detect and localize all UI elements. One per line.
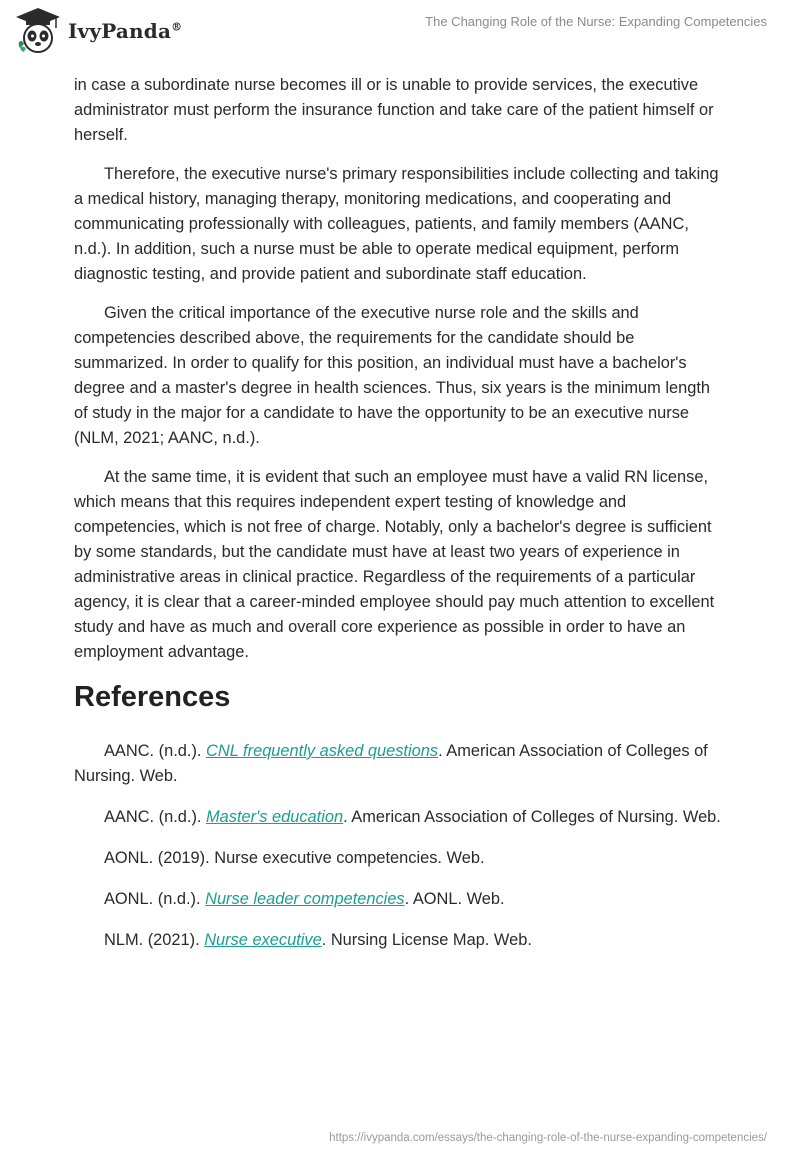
page-header (0, 0, 800, 66)
references-heading: References (74, 681, 231, 713)
reference-link[interactable]: Master's education (206, 808, 344, 826)
reference-item: AANC. (n.d.). Master's education. American Association of Colleges of Nursing. Web. (104, 808, 721, 826)
paragraph: Therefore, the executive nurse's primary responsibilities include collecting and taking a medical history, managing therapy, monitoring medications, and cooperating and communicating professionally with colleagues, patients, and family members (AANC, n.d.). In addition, such a nurse must be able to operate medical equipment, perform diagnostic testing, and provide patient and subordinate staff education. (74, 165, 719, 283)
reference-link[interactable]: Nurse leader competencies (205, 890, 405, 908)
ivypanda-logo[interactable] (14, 6, 182, 56)
reference-link[interactable]: Nurse executive (204, 931, 322, 949)
paragraph: Given the critical importance of the executive nurse role and the skills and competencies described above, the requirements for the candidate should be summarized. In order to qualify for this position, an individual must have a bachelor's degree and a master's degree in health sciences. Thus, six years is the minimum length of study in the major for a candidate to have the opportunity to be an executive nurse (NLM, 2021; AANC, n.d.). (74, 304, 711, 447)
document-title: The Changing Role of the Nurse: Expanding Competencies (425, 14, 767, 29)
reference-item: AONL. (2019). Nurse executive competencies. Web. (104, 849, 485, 867)
brand-name: IvyPanda® (68, 19, 183, 43)
source-url[interactable]: https://ivypanda.com/essays/the-changing-role-of-the-nurse-expanding-competencies/ (329, 1132, 767, 1144)
paragraph: At the same time, it is evident that such an employee must have a valid RN license, which means that this requires independent expert testing of knowledge and competencies, which is not free of charge. Notably, only a bachelor's degree is sufficient by some standards, but the candidate must have at least two years of experience in administrative areas in clinical practice. Regardless of the requirements of a particular agency, it is clear that a career-minded employee should pay much attention to excellent study and have as much and overall core experience as possible in order to have an employment advantage. (74, 468, 715, 661)
reference-item: NLM. (2021). Nurse executive. Nursing License Map. Web. (104, 931, 532, 949)
panda-graduate-icon (14, 6, 62, 56)
reference-link[interactable]: CNL frequently asked questions (206, 742, 439, 760)
reference-item: AONL. (n.d.). Nurse leader competencies. AONL. Web. (104, 890, 505, 908)
paragraph: in case a subordinate nurse becomes ill or is unable to provide services, the executive administrator must perform the insurance function and take care of the patient himself or herself. (74, 76, 714, 144)
reference-item: AANC. (n.d.). CNL frequently asked questions. American Association of Colleges of Nursing. Web. (74, 742, 708, 785)
essay-body (74, 73, 726, 969)
